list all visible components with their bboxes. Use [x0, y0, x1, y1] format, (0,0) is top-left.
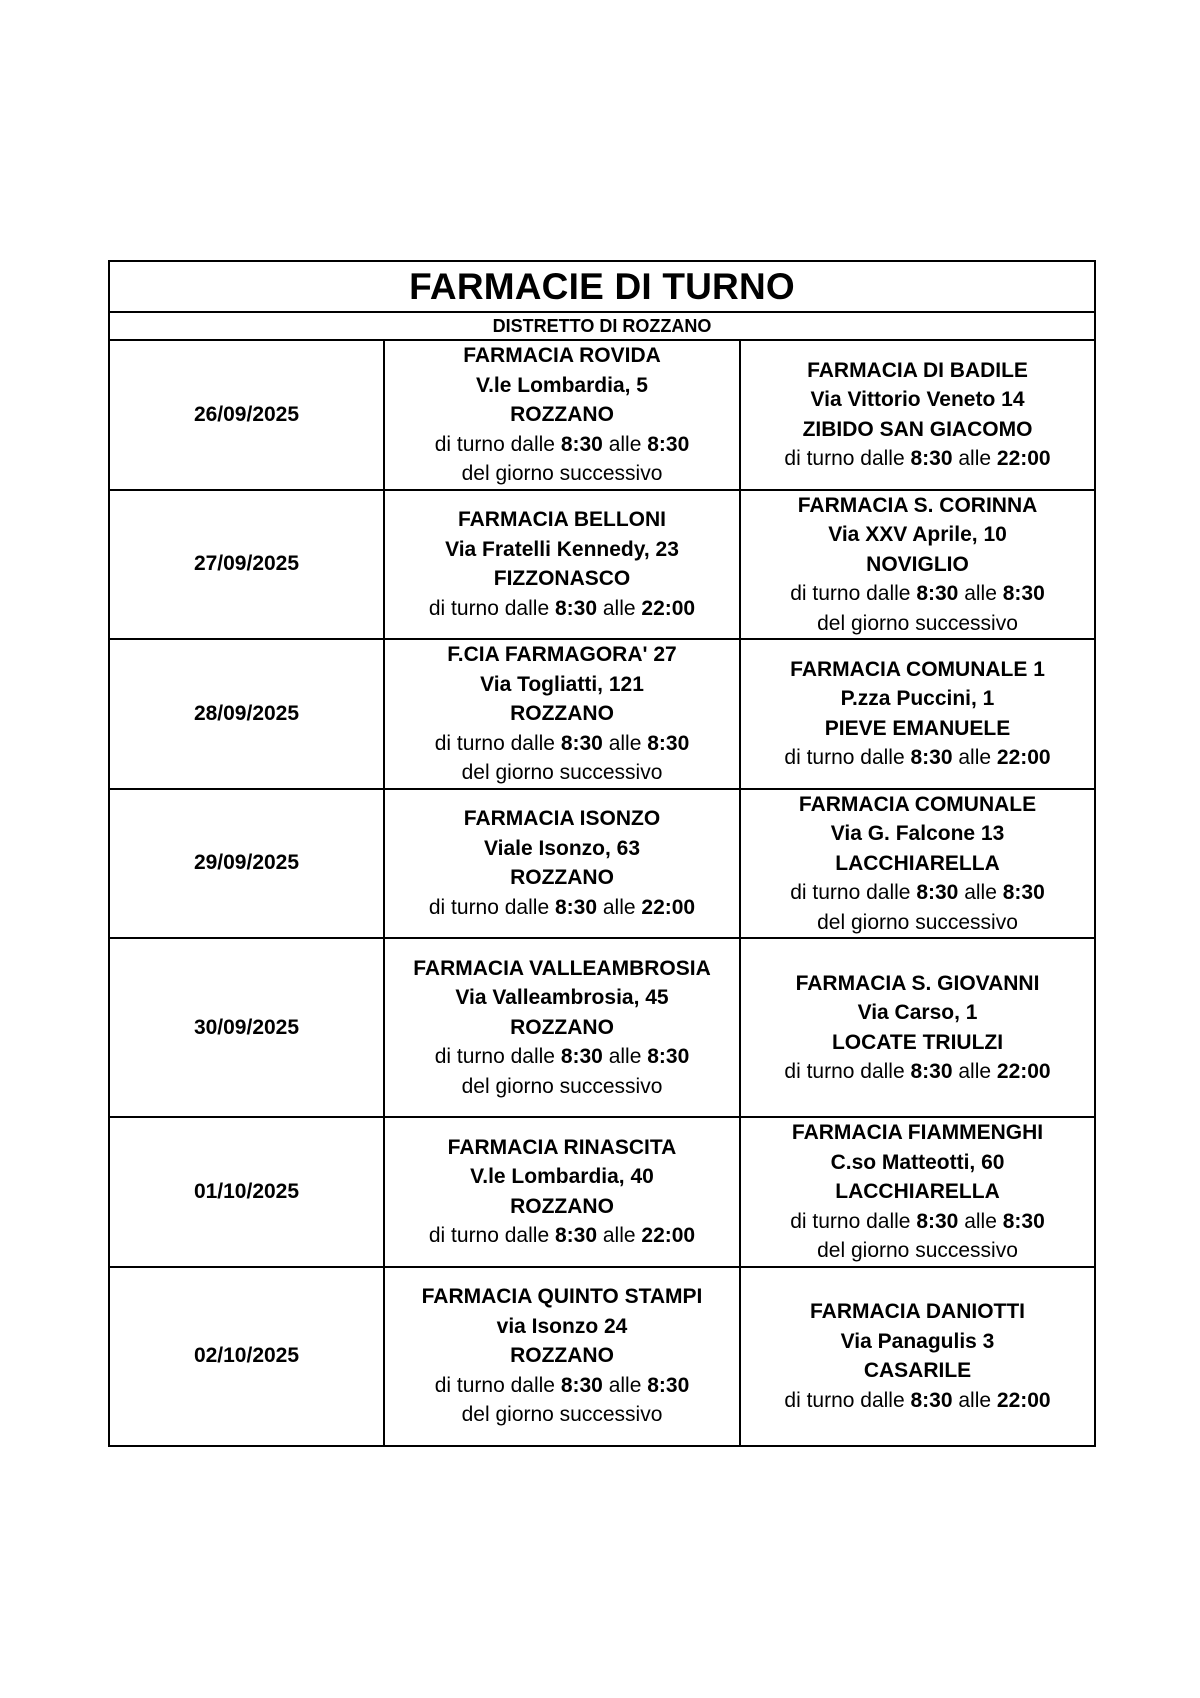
pharmacy-city: LOCATE TRIULZI: [831, 1030, 1004, 1054]
pharmacy-cell-right: [740, 340, 1095, 490]
hours-to: 22:00: [996, 746, 1051, 770]
duty-hours: [741, 444, 1094, 474]
duty-hours: [385, 430, 739, 460]
pharmacy-city: CASARILE: [863, 1359, 972, 1382]
hours-to: 8:30: [647, 1045, 690, 1069]
hours-to: 22:00: [641, 1224, 696, 1248]
hours-to: 8:30: [647, 1373, 690, 1397]
duty-date: 01/10/2025: [109, 1117, 384, 1267]
duty-row: [109, 938, 1095, 1117]
next-day-note: del giorno successivo: [817, 1239, 1018, 1262]
pharmacy-address: C.so Matteotti, 60: [830, 1150, 1005, 1174]
pharmacy-entry: [385, 804, 739, 922]
pharmacy-city: ROZZANO: [510, 702, 614, 725]
pharmacy-cell-right: [740, 789, 1095, 939]
pharmacy-city: ROZZANO: [510, 1194, 614, 1218]
pharmacy-entry: [741, 491, 1094, 639]
pharmacy-entry: [385, 505, 739, 623]
duty-row: [109, 340, 1095, 490]
hours-to: 8:30: [647, 432, 690, 456]
next-day-note: del giorno successivo: [461, 761, 663, 784]
hours-connector: alle: [602, 1224, 636, 1248]
pharmacy-city: FIZZONASCO: [493, 567, 631, 591]
hours-to: 22:00: [996, 1060, 1051, 1083]
district-row: [109, 312, 1095, 340]
hours-from: 8:30: [916, 881, 959, 904]
pharmacy-entry: [741, 1118, 1094, 1266]
hours-prefix: di turno dalle: [428, 1224, 550, 1248]
pharmacy-address: Via Togliatti, 121: [480, 672, 644, 696]
pharmacy-cell-right: [740, 1117, 1095, 1267]
hours-prefix: di turno dalle: [434, 731, 555, 755]
pharmacy-name: FARMACIA S. CORINNA: [797, 493, 1038, 517]
pharmacy-city: ROZZANO: [510, 403, 614, 426]
pharmacy-city: NOVIGLIO: [866, 552, 969, 576]
pharmacy-name: FARMACIA ISONZO: [463, 807, 661, 831]
duty-row: [109, 1117, 1095, 1267]
hours-prefix: di turno dalle: [434, 432, 555, 456]
hours-connector: alle: [608, 731, 642, 755]
duty-date: 26/09/2025: [109, 340, 384, 490]
pharmacy-address: via Isonzo 24: [496, 1314, 628, 1338]
hours-from: 8:30: [916, 582, 959, 605]
pharmacy-entry: [741, 790, 1094, 938]
pharmacy-city: LACCHIARELLA: [835, 851, 1000, 875]
duty-date: 29/09/2025: [109, 789, 384, 939]
pharmacy-entry: [385, 1282, 739, 1430]
hours-connector: alle: [602, 596, 636, 620]
hours-to: 8:30: [1002, 582, 1045, 605]
pharmacy-name: FARMACIA QUINTO STAMPI: [421, 1285, 703, 1309]
pharmacy-address: Via Valleambrosia, 45: [455, 986, 669, 1010]
hours-prefix: di turno dalle: [428, 895, 550, 919]
hours-to: 8:30: [647, 731, 690, 755]
pharmacy-cell-right: [740, 490, 1095, 640]
pharmacy-cell-left: [384, 938, 740, 1117]
hours-prefix: di turno dalle: [790, 1209, 911, 1233]
pharmacy-address: V.le Lombardia, 40: [470, 1165, 654, 1189]
duty-hours: [385, 1371, 739, 1401]
hours-connector: alle: [958, 1388, 992, 1412]
hours-from: 8:30: [910, 1060, 953, 1083]
pharmacy-address: V.le Lombardia, 5: [476, 373, 648, 397]
hours-to: 22:00: [996, 1388, 1051, 1412]
duty-row: [109, 639, 1095, 789]
page-title: FARMACIE DI TURNO: [109, 261, 1095, 312]
hours-connector: alle: [958, 746, 992, 770]
pharmacy-entry: [385, 1133, 739, 1251]
pharmacy-address: Via Vittorio Veneto 14: [810, 388, 1025, 412]
pharmacy-address: Via Carso, 1: [857, 1001, 978, 1024]
hours-from: 8:30: [554, 895, 597, 919]
pharmacy-city: LACCHIARELLA: [835, 1180, 1000, 1203]
duty-hours: [385, 594, 739, 624]
next-day-note: del giorno successivo: [461, 1403, 663, 1427]
pharmacy-cell-right: [740, 639, 1095, 789]
duty-hours: [385, 729, 739, 759]
duty-row: [109, 789, 1095, 939]
hours-connector: alle: [964, 582, 997, 605]
pharmacy-entry: [385, 640, 739, 788]
pharmacy-entry: [385, 341, 739, 489]
pharmacy-name: FARMACIA DI BADILE: [807, 358, 1028, 382]
hours-connector: alle: [964, 881, 997, 904]
pharmacy-entry: [741, 969, 1094, 1087]
duty-pharmacy-sheet: [108, 260, 1094, 1447]
pharmacy-name: FARMACIA FIAMMENGHI: [791, 1121, 1044, 1144]
pharmacy-address: Via XXV Aprile, 10: [828, 523, 1007, 546]
pharmacy-city: ROZZANO: [510, 866, 614, 890]
pharmacy-cell-right: [740, 938, 1095, 1117]
duty-pharmacy-table: [108, 260, 1096, 1447]
duty-row: [109, 490, 1095, 640]
hours-prefix: di turno dalle: [790, 881, 911, 904]
hours-from: 8:30: [916, 1209, 959, 1233]
hours-prefix: di turno dalle: [784, 1060, 905, 1083]
pharmacy-entry: [741, 655, 1094, 773]
pharmacy-cell-right: [740, 1267, 1095, 1446]
hours-prefix: di turno dalle: [784, 746, 905, 770]
pharmacy-cell-left: [384, 490, 740, 640]
pharmacy-name: FARMACIA S. GIOVANNI: [795, 971, 1040, 995]
pharmacy-cell-left: [384, 340, 740, 490]
duty-hours: [385, 1042, 739, 1072]
hours-prefix: di turno dalle: [428, 596, 550, 620]
pharmacy-name: F.CIA FARMAGORA' 27: [447, 643, 677, 666]
district-label: DISTRETTO DI ROZZANO: [109, 312, 1095, 340]
hours-connector: alle: [964, 1209, 997, 1233]
pharmacy-name: FARMACIA RINASCITA: [447, 1135, 677, 1159]
pharmacy-address: Via Fratelli Kennedy, 23: [445, 537, 679, 561]
duty-hours: [741, 1057, 1094, 1087]
hours-from: 8:30: [560, 731, 603, 755]
hours-connector: alle: [958, 1060, 992, 1083]
pharmacy-name: FARMACIA BELLONI: [457, 508, 667, 532]
pharmacy-city: ZIBIDO SAN GIACOMO: [802, 417, 1033, 441]
duty-date: 02/10/2025: [109, 1267, 384, 1446]
hours-to: 8:30: [1002, 881, 1045, 904]
hours-from: 8:30: [560, 1045, 603, 1069]
hours-connector: alle: [608, 432, 642, 456]
hours-prefix: di turno dalle: [434, 1373, 555, 1397]
duty-date: 30/09/2025: [109, 938, 384, 1117]
next-day-note: del giorno successivo: [817, 910, 1018, 934]
hours-from: 8:30: [554, 1224, 597, 1248]
pharmacy-name: FARMACIA DANIOTTI: [809, 1300, 1026, 1323]
pharmacy-name: FARMACIA COMUNALE 1: [790, 657, 1045, 681]
hours-to: 22:00: [641, 596, 696, 620]
hours-from: 8:30: [560, 1373, 603, 1397]
hours-to: 8:30: [1002, 1209, 1045, 1233]
pharmacy-address: Via G. Falcone 13: [830, 822, 1005, 845]
next-day-note: del giorno successivo: [461, 1074, 663, 1098]
duty-hours: [741, 579, 1094, 609]
hours-connector: alle: [602, 895, 636, 919]
next-day-note: del giorno successivo: [461, 462, 663, 485]
duty-hours: [385, 893, 739, 923]
duty-date: 27/09/2025: [109, 490, 384, 640]
pharmacy-name: FARMACIA VALLEAMBROSIA: [413, 956, 711, 980]
pharmacy-entry: [385, 954, 739, 1102]
title-row: [109, 261, 1095, 312]
pharmacy-address: P.zza Puccini, 1: [840, 687, 995, 711]
hours-prefix: di turno dalle: [784, 447, 905, 471]
hours-from: 8:30: [910, 746, 953, 770]
pharmacy-city: PIEVE EMANUELE: [824, 716, 1011, 740]
duty-hours: [385, 1221, 739, 1251]
duty-hours: [741, 1207, 1094, 1237]
next-day-note: del giorno successivo: [817, 611, 1018, 635]
hours-to: 22:00: [641, 895, 696, 919]
hours-from: 8:30: [554, 596, 597, 620]
pharmacy-name: FARMACIA COMUNALE: [798, 792, 1037, 816]
pharmacy-city: ROZZANO: [510, 1015, 614, 1039]
pharmacy-cell-left: [384, 1267, 740, 1446]
hours-from: 8:30: [910, 1388, 953, 1412]
duty-date: 28/09/2025: [109, 639, 384, 789]
hours-prefix: di turno dalle: [434, 1045, 555, 1069]
hours-to: 22:00: [996, 447, 1051, 471]
pharmacy-entry: [741, 356, 1094, 474]
hours-connector: alle: [608, 1045, 642, 1069]
pharmacy-entry: [741, 1297, 1094, 1415]
pharmacy-city: ROZZANO: [510, 1344, 614, 1368]
hours-prefix: di turno dalle: [784, 1388, 905, 1412]
pharmacy-cell-left: [384, 1117, 740, 1267]
pharmacy-address: Via Panagulis 3: [840, 1329, 995, 1353]
hours-connector: alle: [608, 1373, 642, 1397]
duty-hours: [741, 878, 1094, 908]
hours-prefix: di turno dalle: [790, 582, 911, 605]
hours-from: 8:30: [910, 447, 953, 471]
pharmacy-address: Viale Isonzo, 63: [483, 836, 640, 860]
hours-connector: alle: [958, 447, 992, 471]
pharmacy-cell-left: [384, 639, 740, 789]
pharmacy-name: FARMACIA ROVIDA: [463, 344, 661, 367]
duty-hours: [741, 1386, 1094, 1416]
pharmacy-cell-left: [384, 789, 740, 939]
duty-row: [109, 1267, 1095, 1446]
hours-from: 8:30: [560, 432, 603, 456]
duty-hours: [741, 743, 1094, 773]
